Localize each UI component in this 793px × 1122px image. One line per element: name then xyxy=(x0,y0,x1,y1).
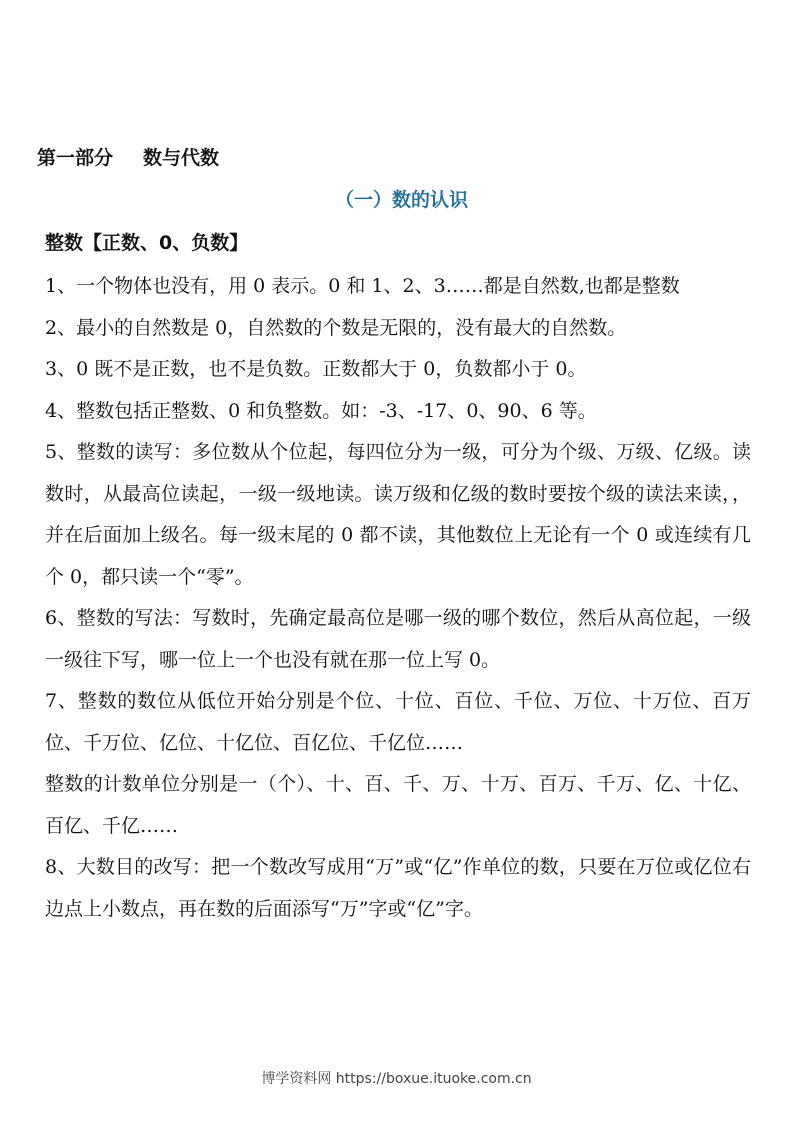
paragraph-4: 4、整数包括正整数、0 和负整数。如：-3、-17、0、90、6 等。 xyxy=(45,399,597,422)
paragraph-7: 7、整数的数位从低位开始分别是个位、十位、百位、千位、万位、十万位、百万位、千万位、亿位、十亿位、百亿位、千亿位…… xyxy=(45,690,751,754)
subheading-integers: 整数【正数、0、负数】 xyxy=(45,232,249,254)
part-name: 数与代数 xyxy=(143,147,220,169)
footer-watermark: 博学资料网 https://boxue.ituoke.com.cn xyxy=(261,1071,532,1087)
part-label: 第一部分 xyxy=(37,147,114,169)
section-title: （一）数的认识 xyxy=(334,189,468,211)
paragraph-7-units: 整数的计数单位分别是一（个）、十、百、千、万、十万、百万、千万、亿、十亿、百亿、千亿…… xyxy=(45,773,751,837)
document-body xyxy=(45,225,751,930)
paragraph-2: 2、最小的自然数是 0，自然数的个数是无限的，没有最大的自然数。 xyxy=(45,316,627,339)
part-title xyxy=(37,144,219,172)
paragraph-8: 8、大数目的改写：把一个数改写成用“万”或“亿”作单位的数，只要在万位或亿位右边点上小数点，再在数的后面添写“万”字或“亿”字。 xyxy=(45,856,751,920)
paragraph-6: 6、整数的写法：写数时，先确定最高位是哪一级的哪个数位，然后从高位起，一级一级往下写，哪一位上一个也没有就在那一位上写 0。 xyxy=(45,607,751,671)
paragraph-3: 3、0 既不是正数，也不是负数。正数都大于 0，负数都小于 0。 xyxy=(45,358,587,380)
paragraph-1: 1、一个物体也没有，用 0 表示。0 和 1、2、3……都是自然数,也都是整数 xyxy=(45,275,680,297)
paragraph-5: 5、整数的读写：多位数从个位起，每四位分为一级，可分为个级、万级、亿级。读数时，从最高位读起，一级一级地读。读万级和亿级的数时要按个级的读法来读，，并在后面加上级名。每一级末尾的 0 都不读，其他数位上无论有一个 0 或连续有几个 0，都只读一个“零”。 xyxy=(45,441,751,588)
